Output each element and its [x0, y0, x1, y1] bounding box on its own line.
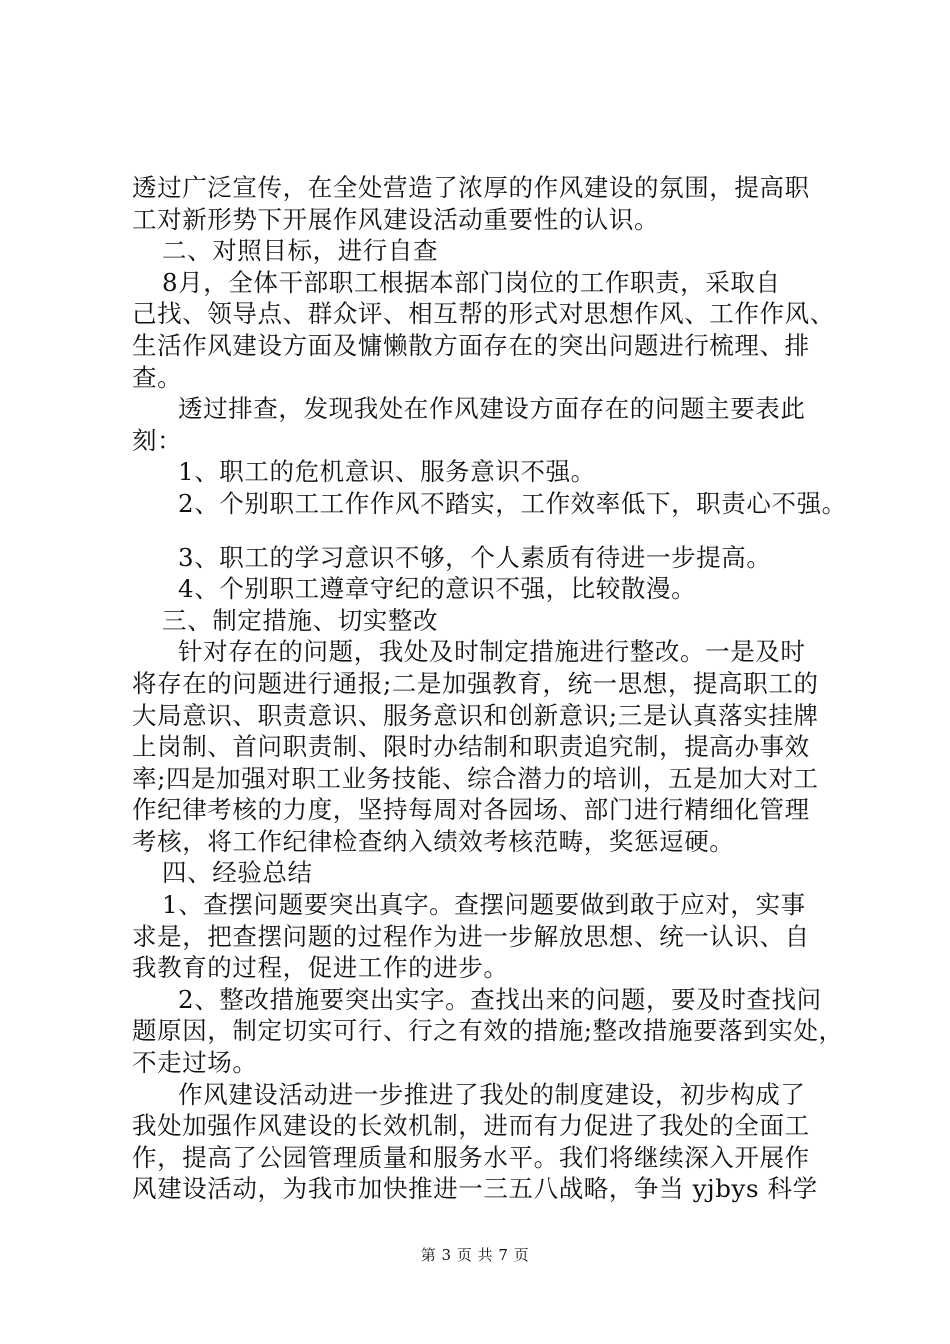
paragraph-line: 透过广泛宣传，在全处营造了浓厚的作风建设的氛围，提高职 — [132, 173, 810, 202]
paragraph-line: 8月，全体干部职工根据本部门岗位的工作职责，采取自 — [162, 267, 781, 297]
paragraph-line: 己找、领导点、群众评、相互帮的形式对思想作风、工作作风、 — [132, 299, 835, 329]
list-item: 4、个别职工遵章守纪的意识不强，比较散漫。 — [178, 574, 697, 604]
paragraph-line: 作纪律考核的力度，坚持每周对各园场、部门进行精细化管理 — [132, 795, 810, 825]
paragraph-line: 考核，将工作纪律检查纳入绩效考核范畴，奖惩逗硬。 — [132, 826, 735, 856]
paragraph-line: 针对存在的问题，我处及时制定措施进行整改。一是及时 — [178, 637, 806, 667]
paragraph-line: 率;四是加强对职工业务技能、综合潜力的培训，五是加大对工 — [132, 763, 819, 793]
section-heading: 四、经验总结 — [162, 858, 313, 888]
list-item: 2、个别职工工作作风不踏实，工作效率低下，职责心不强。 — [178, 488, 847, 518]
paragraph-line: 2、整改措施要突出实字。查找出来的问题，要及时查找问 — [178, 984, 822, 1014]
paragraph-line: 1、查摆问题要突出真字。查摆问题要做到敢于应对，实事 — [162, 890, 806, 920]
document-body — [132, 172, 852, 1205]
paragraph-line: 题原因，制定切实可行、行之有效的措施;整改措施要落到实处， — [132, 1016, 844, 1046]
paragraph-line: 透过排查，发现我处在作风建设方面存在的问题主要表此 — [178, 394, 806, 424]
page-number-footer: 第 3 页 共 7 页 — [420, 1246, 530, 1264]
paragraph-line: 我处加强作风建设的长效机制，进而有力促进了我处的全面工 — [132, 1111, 810, 1141]
paragraph-line: 我教育的过程，促进工作的进步。 — [132, 953, 509, 983]
paragraph-line: 作，提高了公园管理质量和服务水平。我们将继续深入开展作 — [132, 1142, 810, 1172]
paragraph-line: 上岗制、首问职责制、限时办结制和职责追究制，提高办事效 — [132, 732, 810, 762]
paragraph-line: 风建设活动，为我市加快推进一三五八战略，争当 yjbys 科学 — [132, 1174, 818, 1204]
section-heading: 三、制定措施、切实整改 — [162, 605, 439, 635]
paragraph-line: 工对新形势下开展作风建设活动重要性的认识。 — [132, 204, 660, 234]
paragraph-line: 生活作风建设方面及慵懒散方面存在的突出问题进行梳理、排 — [132, 330, 810, 360]
list-item: 1、职工的危机意识、服务意识不强。 — [178, 457, 596, 487]
paragraph-line: 不走过场。 — [132, 1048, 258, 1078]
paragraph-line: 查。 — [132, 362, 183, 392]
section-heading: 二、对照目标，进行自查 — [162, 236, 439, 266]
paragraph-line: 大局意识、职责意识、服务意识和创新意识;三是认真落实挂牌 — [132, 700, 819, 730]
blank-line — [132, 520, 852, 542]
paragraph-line: 求是，把查摆问题的过程作为进一步解放思想、统一认识、自 — [132, 921, 810, 951]
paragraph-line: 刻： — [132, 425, 183, 455]
paragraph-line: 作风建设活动进一步推进了我处的制度建设，初步构成了 — [178, 1079, 806, 1109]
list-item: 3、职工的学习意识不够，个人素质有待进一步提高。 — [178, 542, 772, 572]
paragraph-line: 将存在的问题进行通报;二是加强教育，统一思想，提高职工的 — [132, 668, 819, 698]
